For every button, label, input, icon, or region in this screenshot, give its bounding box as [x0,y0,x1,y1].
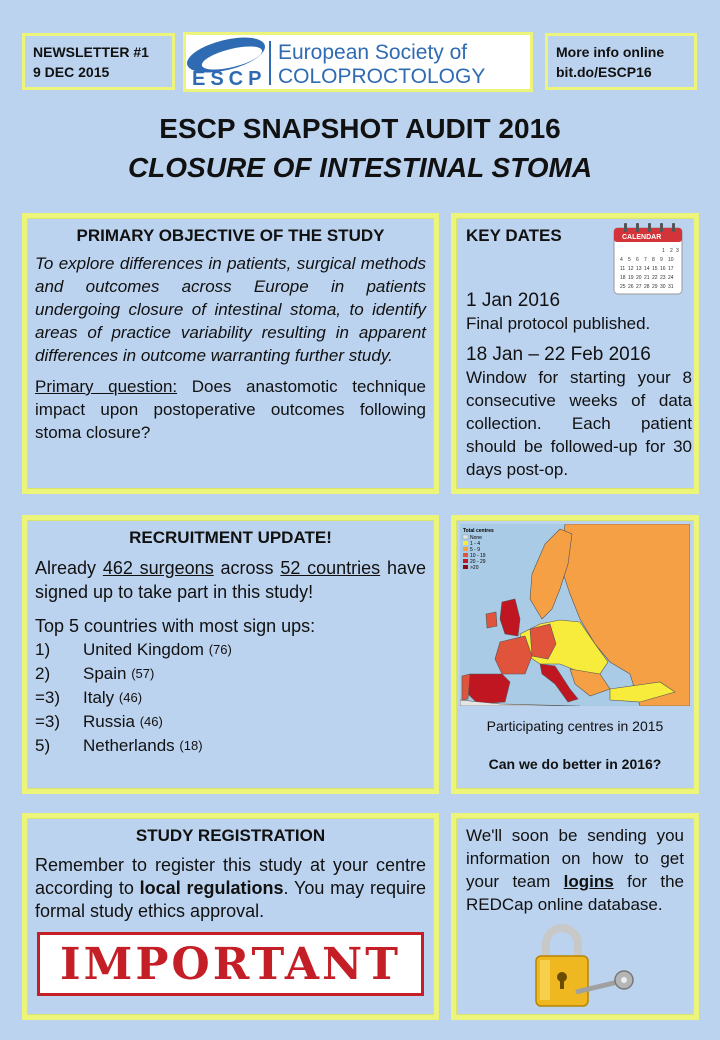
country: Russia [83,712,135,731]
recruitment-heading: RECRUITMENT UPDATE! [129,528,332,547]
count: (18) [179,738,203,753]
svg-text:24: 24 [668,275,674,281]
logo-abbrev: ESCP [192,68,267,89]
logins-text [466,824,684,916]
objective-text: To explore differences in patients, surgical methods and outcomes across Europe in patients undergoing closure of intestinal stoma, to identify areas of practice variability resulting in apparent differences in outcome warranting further study. [35,254,426,365]
country: Italy [83,688,115,707]
count: (57) [131,666,155,681]
list-item [35,734,426,758]
legend-10-19: 10 - 19 [470,553,486,559]
registration-heading: STUDY REGISTRATION [135,826,326,845]
map-region-spain [468,674,510,704]
calendar-label: CALENDAR [622,234,662,241]
svg-text:17: 17 [668,266,674,272]
count: (76) [208,642,232,657]
map-legend [463,528,494,571]
logins-word: logins [563,872,614,891]
surgeons-count: 462 surgeons [102,558,214,578]
country: United Kingdom [83,640,204,659]
legend-title: Total centres [463,528,494,534]
objective-box [22,213,439,494]
countries-count: 52 countries [280,558,381,578]
info-line1: More info online [556,44,665,60]
local-regulations: local regulations [139,878,284,898]
country: Spain [83,664,127,683]
svg-text:26: 26 [628,284,634,290]
map-region-france [495,636,532,674]
primary-question [35,375,426,444]
primary-question-label: Primary question: [35,377,178,396]
primary-question-text: Does anastomotic technique impact upon postoperative outcomes following stoma closure? [35,377,426,442]
info-link[interactable]: bit.do/ESCP16 [556,64,652,80]
top5-heading: Top 5 countries with most sign ups: [35,616,316,636]
legend-5-9: 5 - 9 [470,547,481,553]
date1: 1 Jan 2016 [466,290,561,311]
newsletter-number: NEWSLETTER #1 [33,44,149,60]
important-stamp [37,932,424,996]
objective-heading: PRIMARY OBJECTIVE OF THE STUDY [76,226,385,245]
svg-text:14: 14 [644,266,650,272]
svg-text:13: 13 [636,266,642,272]
rank: 2) [35,664,51,683]
svg-text:30: 30 [660,284,666,290]
escp-logo-graphic [186,35,530,89]
escp-logo [183,32,533,92]
map-box [451,515,699,794]
svg-text:28: 28 [644,284,650,290]
registration-text-after: . You may require formal study ethics approval. [35,878,426,921]
info-tag [545,33,697,90]
svg-text:7: 7 [644,257,647,263]
svg-text:23: 23 [660,275,666,281]
legend-20-29: 20 - 29 [470,559,486,565]
date1-text: Final protocol published. [466,314,651,333]
recruitment-box [22,515,439,794]
legend-none: None [470,535,482,541]
svg-text:19: 19 [628,275,634,281]
svg-text:20: 20 [636,275,642,281]
map-region-ireland [486,612,497,628]
map-region-portugal [462,674,470,700]
registration-box [22,813,439,1020]
svg-text:4: 4 [620,257,623,263]
padlock-key-icon [526,922,636,1010]
map-caption: Participating centres in 2015 [486,718,664,734]
calendar-icon [612,222,684,298]
svg-text:12: 12 [628,266,634,272]
svg-text:11: 11 [620,266,626,272]
count: (46) [118,690,143,705]
svg-text:29: 29 [652,284,658,290]
country: Netherlands [83,736,175,755]
newsletter-tag [22,33,175,90]
svg-text:25: 25 [620,284,626,290]
rank: =3) [35,712,61,731]
count: (46) [139,714,163,729]
svg-text:5: 5 [628,257,631,263]
already-text: Already [35,558,97,578]
important-text: IMPORTANT [60,938,401,990]
svg-text:18: 18 [620,275,626,281]
svg-text:9: 9 [660,257,663,263]
logins-text-before: We'll soon be sending you information on how to get your team [466,826,684,891]
svg-text:3: 3 [676,248,679,254]
logins-box [451,813,699,1020]
svg-text:10: 10 [668,257,674,263]
page-subtitle: CLOSURE OF INTESTINAL STOMA [127,152,593,183]
page-title: ESCP SNAPSHOT AUDIT 2016 [159,113,561,144]
logins-text-after: for the REDCap online database. [466,872,685,914]
svg-text:21: 21 [644,275,650,281]
svg-text:27: 27 [636,284,642,290]
rank: =3) [35,688,61,707]
registration-text-before: Remember to register this study at your centre according to [35,855,426,898]
svg-text:1: 1 [662,248,665,254]
list-item [35,638,426,662]
newsletter-date: 9 DEC 2015 [33,64,110,80]
legend-over-20: >20 [470,565,479,571]
svg-text:8: 8 [652,257,655,263]
recruitment-summary [35,556,426,604]
list-item [35,710,426,734]
rank: 5) [35,736,51,755]
date2-text: Window for starting your 8 consecutive weeks of data collection. Each patient should be followed-up for 30 days post-op. [466,368,692,479]
key-dates-box [451,213,699,494]
list-item [35,686,426,710]
legend-1-4: 1 - 4 [470,541,481,547]
registration-text [35,854,426,923]
signed-up-text: have signed up to take part in this study! [35,558,426,602]
map-cta: Can we do better in 2016? [488,756,662,772]
rank: 1) [35,640,51,659]
list-item [35,662,426,686]
date2: 18 Jan – 22 Feb 2016 [466,344,651,365]
svg-text:2: 2 [670,248,673,254]
logo-name-line2: COLOPROCTOLOGY [278,65,486,88]
top5-list [35,638,426,758]
svg-text:6: 6 [636,257,639,263]
svg-text:31: 31 [668,284,674,290]
svg-text:16: 16 [660,266,666,272]
map-region-uk [500,599,520,636]
map-region-balkans [570,669,610,696]
svg-text:22: 22 [652,275,658,281]
across-text: across [220,558,274,578]
key-dates-heading: KEY DATES [466,226,562,245]
svg-text:15: 15 [652,266,658,272]
logo-name-line1: European Society of [278,41,468,64]
europe-map [460,524,690,706]
